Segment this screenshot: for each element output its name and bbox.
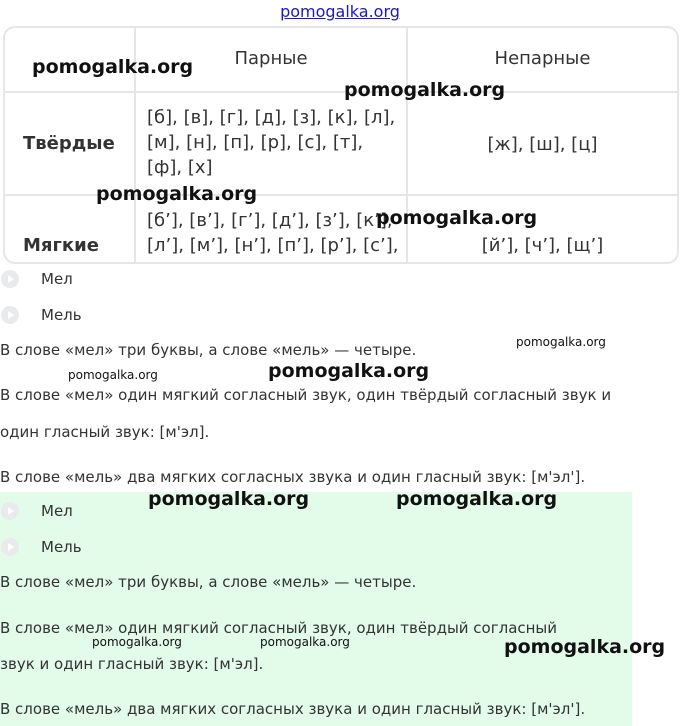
row-label-soft: Мягкие	[23, 235, 99, 256]
answer-paragraph: В слове «мель» два мягких согласных звука и один гласный звук: [м'эл'].	[0, 700, 586, 718]
option-mel-soft[interactable]	[0, 535, 82, 559]
answer-paragraph: В слове «мел» один мягкий согласный звук, один твёрдый согласный	[0, 619, 558, 637]
option-label: Мел	[41, 270, 73, 288]
watermark: pomogalka.org	[396, 488, 558, 510]
soft-paired-sounds: [б’], [в’], [г’], [д’], [з’], [к’], [л’], [м’], [н’], [п’], [р’], [с’],	[147, 210, 399, 256]
watermark: pomogalka.org	[516, 335, 606, 349]
play-radio-icon[interactable]	[1, 270, 19, 288]
option-mel[interactable]	[0, 267, 73, 291]
table-divider	[5, 91, 677, 93]
play-radio-icon[interactable]	[1, 306, 19, 324]
option-label: Мель	[41, 538, 82, 556]
watermark: pomogalka.org	[68, 368, 158, 382]
watermark: pomogalka.org	[260, 635, 350, 649]
watermark: pomogalka.org	[96, 183, 258, 205]
answer-paragraph: В слове «мель» два мягких согласных звука и один гласный звук: [м'эл'].	[0, 468, 586, 486]
play-radio-icon[interactable]	[1, 538, 19, 556]
hard-paired-sounds: [б], [в], [г], [д], [з], [к], [л], [м], [н], [п], [р], [с], [т], [ф], [х]	[147, 107, 396, 178]
watermark: pomogalka.org	[268, 360, 430, 382]
watermark: pomogalka.org	[92, 635, 182, 649]
top-watermark-link[interactable]: pomogalka.org	[280, 2, 400, 21]
watermark: pomogalka.org	[148, 488, 310, 510]
answer-paragraph: звук и один гласный звук: [м'эл].	[0, 655, 264, 673]
highlighted-answer	[0, 492, 632, 726]
header-unpaired: Непарные	[494, 48, 591, 69]
answer-paragraph: В слове «мел» три буквы, а слове «мель» — четыре.	[0, 573, 417, 591]
option-label: Мел	[41, 502, 73, 520]
option-mel[interactable]	[0, 499, 73, 523]
answer-paragraph: В слове «мел» один мягкий согласный звук, один твёрдый согласный звук и	[0, 386, 612, 404]
answer-paragraph: один гласный звук: [м'эл].	[0, 423, 210, 441]
option-label: Мель	[41, 306, 82, 324]
watermark: pomogalka.org	[32, 56, 194, 78]
answer-paragraph: В слове «мел» три буквы, а слове «мель» — четыре.	[0, 341, 417, 359]
watermark: pomogalka.org	[344, 79, 506, 101]
watermark: pomogalka.org	[376, 207, 538, 229]
soft-unpaired-sounds: [й’], [ч’], [щ’]	[481, 235, 604, 256]
option-mel-soft[interactable]	[0, 303, 82, 327]
watermark: pomogalka.org	[504, 636, 666, 658]
hard-unpaired-sounds: [ж], [ш], [ц]	[487, 134, 598, 155]
row-label-hard: Твёрдые	[23, 133, 115, 154]
play-radio-icon[interactable]	[1, 502, 19, 520]
header-paired: Парные	[234, 48, 308, 69]
